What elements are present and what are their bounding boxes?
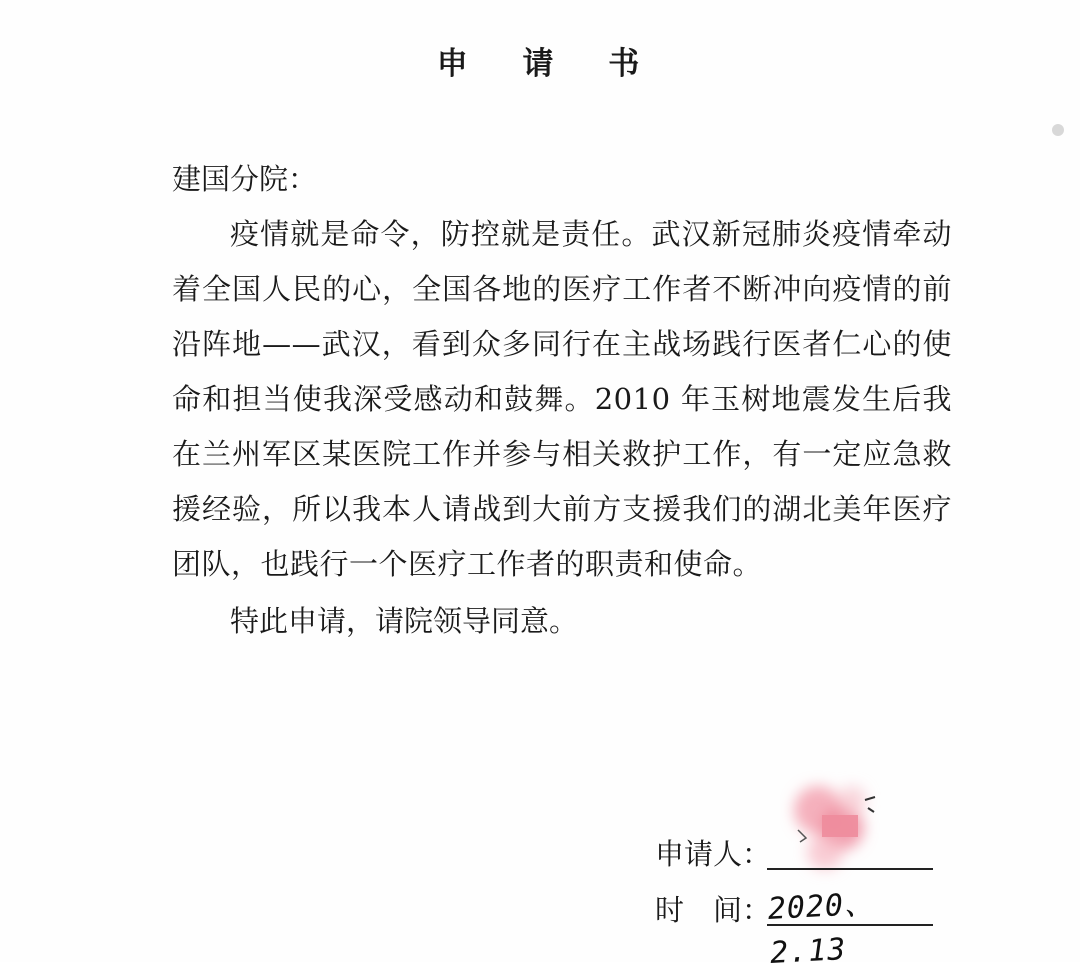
document-body (172, 152, 952, 649)
applicant-row (655, 832, 945, 888)
signature-block (655, 832, 945, 971)
closing-line: 特此申请，请院领导同意。 (230, 604, 579, 638)
applicant-label: 申请人： (655, 837, 772, 871)
body-paragraph: 疫情就是命令，防控就是责任。武汉新冠肺炎疫情牵动着全国人民的心，全国各地的医疗工作者不断冲向疫情的前沿阵地——武汉，看到众多同行在主战场践行医者仁心的使命和担当使我深受感动和鼓舞。2010 年玉树地震发生后我在兰州军区某医院工作并参与相关救护工作，有一定应急救援经验，所以我本人请战到大前方支援我们的湖北美年医疗团队，也践行一个医疗工作者的职责和使命。 (172, 217, 952, 581)
salutation: 建国分院： (172, 162, 318, 196)
applicant-signature-line (767, 868, 933, 870)
scroll-indicator-icon (1052, 124, 1064, 136)
date-label: 时 间： (655, 893, 772, 927)
date-signature-line (767, 924, 933, 926)
handwritten-date: 2020、2.13 (766, 886, 876, 971)
date-row (655, 886, 945, 971)
document-title: 申 请 书 (436, 46, 662, 82)
